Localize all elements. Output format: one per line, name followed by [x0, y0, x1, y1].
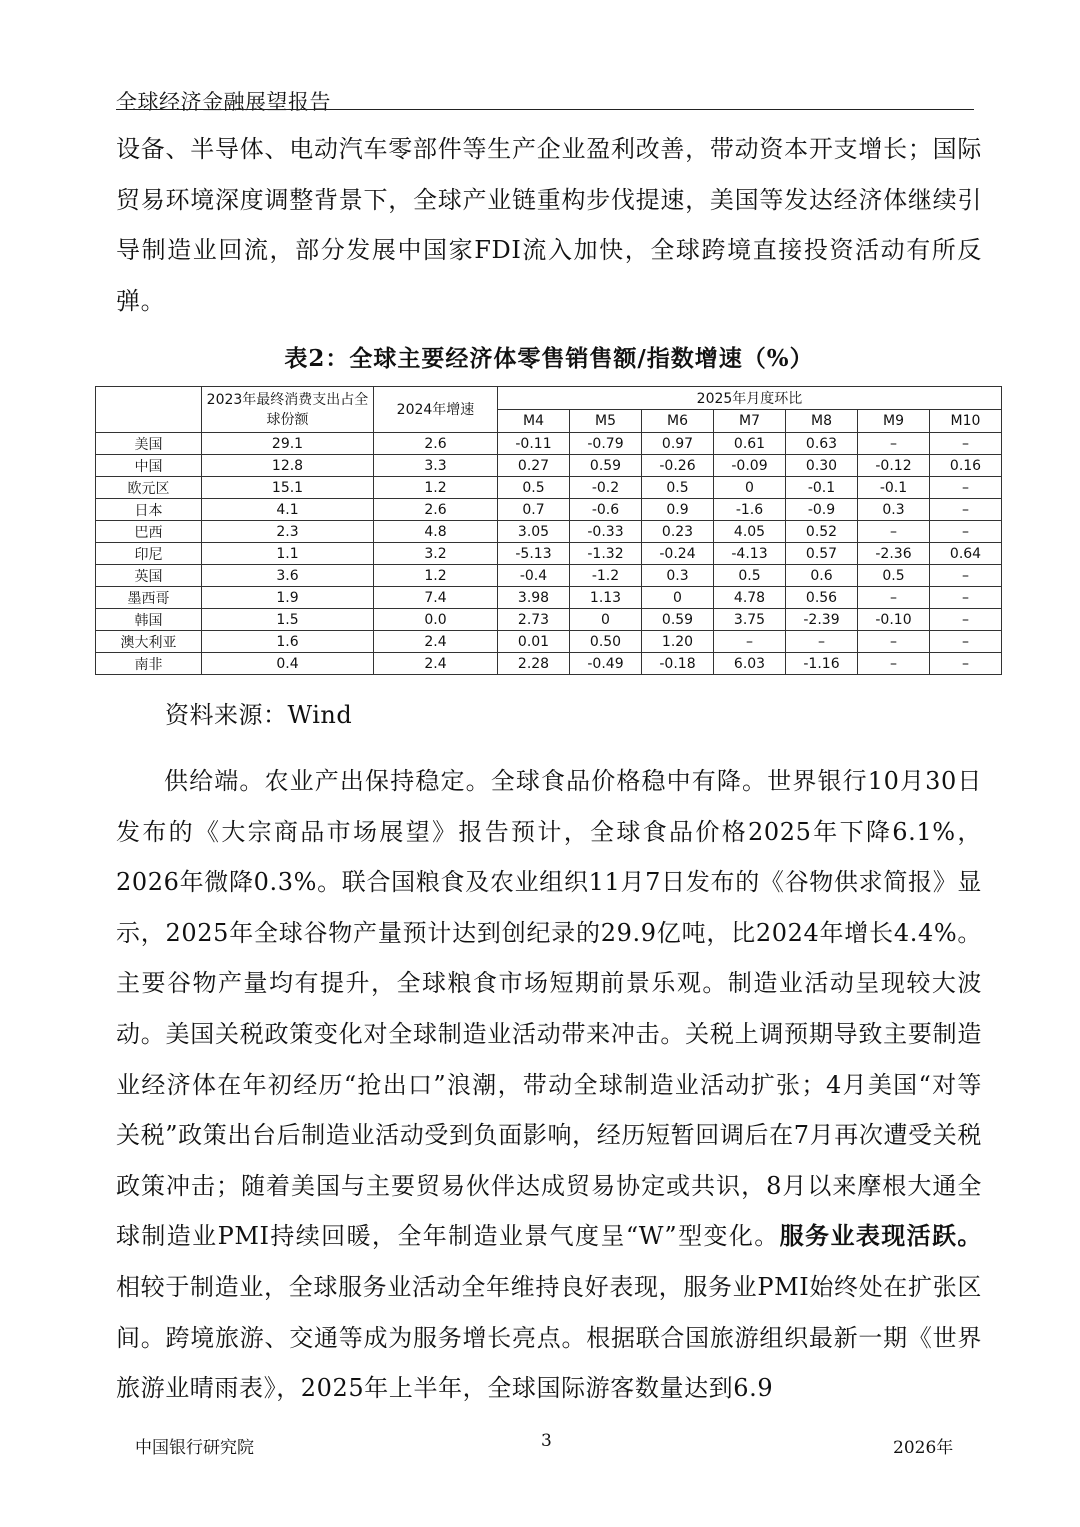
table-body: [96, 433, 1002, 675]
cell-growth-2024: 2.6: [374, 499, 498, 521]
cell-month-value: –: [930, 433, 1002, 455]
cell-month-value: -0.11: [498, 433, 570, 455]
cell-month-value: -2.36: [858, 543, 930, 565]
cell-month-value: –: [786, 631, 858, 653]
cell-month-value: –: [930, 521, 1002, 543]
cell-month-value: -0.18: [642, 653, 714, 675]
cell-month-value: 0.50: [570, 631, 642, 653]
cell-month-value: -0.09: [714, 455, 786, 477]
cell-month-value: 0.16: [930, 455, 1002, 477]
cell-month-value: 0: [570, 609, 642, 631]
header-monthly: 2025年月度环比: [498, 387, 1002, 410]
cell-month-value: –: [858, 433, 930, 455]
cell-month-value: -0.1: [858, 477, 930, 499]
cell-month-value: 1.20: [642, 631, 714, 653]
cell-month-value: 1.13: [570, 587, 642, 609]
retail-sales-table: [95, 386, 1002, 675]
cell-month-value: –: [930, 609, 1002, 631]
footer-year: 2026年: [893, 1438, 954, 1458]
cell-month-value: 0.5: [714, 565, 786, 587]
intro-paragraph: [116, 124, 982, 326]
cell-country: 中国: [96, 455, 202, 477]
cell-month-value: -0.12: [858, 455, 930, 477]
body-paragraph-text: [116, 756, 982, 1414]
cell-growth-2024: 1.2: [374, 565, 498, 587]
cell-month-value: 0.7: [498, 499, 570, 521]
cell-month-value: –: [858, 653, 930, 675]
cell-month-value: -1.32: [570, 543, 642, 565]
cell-month-value: 0.97: [642, 433, 714, 455]
table-row: [96, 543, 1002, 565]
intro-paragraph-text: 设备、半导体、电动汽车零部件等生产企业盈利改善，带动资本开支增长；国际贸易环境深度调整背景下，全球产业链重构步伐提速，美国等发达经济体继续引导制造业回流，部分发展中国家FDI流入加快，全球跨境直接投资活动有所反弹。: [116, 135, 982, 315]
cell-growth-2024: 3.2: [374, 543, 498, 565]
cell-share: 3.6: [202, 565, 374, 587]
cell-month-value: –: [930, 565, 1002, 587]
header-month: M10: [930, 410, 1002, 433]
text-run: 供给端。: [164, 767, 265, 795]
cell-month-value: 0.59: [642, 609, 714, 631]
cell-share: 4.1: [202, 499, 374, 521]
cell-country: 日本: [96, 499, 202, 521]
cell-month-value: 0.27: [498, 455, 570, 477]
cell-month-value: 0.52: [786, 521, 858, 543]
cell-month-value: -1.16: [786, 653, 858, 675]
cell-country: 印尼: [96, 543, 202, 565]
cell-month-value: 2.28: [498, 653, 570, 675]
cell-month-value: 0.9: [642, 499, 714, 521]
table-header: [96, 387, 1002, 433]
cell-month-value: -5.13: [498, 543, 570, 565]
cell-month-value: -0.26: [642, 455, 714, 477]
cell-month-value: -0.9: [786, 499, 858, 521]
cell-share: 2.3: [202, 521, 374, 543]
table-row: [96, 433, 1002, 455]
cell-month-value: –: [858, 521, 930, 543]
cell-month-value: 3.05: [498, 521, 570, 543]
header-rule: [116, 109, 974, 110]
cell-growth-2024: 2.4: [374, 631, 498, 653]
cell-month-value: 0.61: [714, 433, 786, 455]
cell-country: 美国: [96, 433, 202, 455]
cell-month-value: -0.2: [570, 477, 642, 499]
cell-growth-2024: 2.4: [374, 653, 498, 675]
table-row: [96, 565, 1002, 587]
cell-month-value: –: [714, 631, 786, 653]
cell-month-value: –: [930, 499, 1002, 521]
table-row: [96, 609, 1002, 631]
cell-country: 南非: [96, 653, 202, 675]
header-month: M6: [642, 410, 714, 433]
cell-share: 12.8: [202, 455, 374, 477]
cell-month-value: –: [858, 631, 930, 653]
cell-share: 29.1: [202, 433, 374, 455]
header-country-blank: [96, 387, 202, 433]
cell-country: 墨西哥: [96, 587, 202, 609]
cell-month-value: 0.23: [642, 521, 714, 543]
cell-month-value: 6.03: [714, 653, 786, 675]
cell-month-value: –: [930, 477, 1002, 499]
cell-month-value: -4.13: [714, 543, 786, 565]
cell-country: 韩国: [96, 609, 202, 631]
cell-growth-2024: 4.8: [374, 521, 498, 543]
cell-month-value: 3.75: [714, 609, 786, 631]
cell-month-value: 0.3: [642, 565, 714, 587]
table-row: [96, 455, 1002, 477]
table-row: [96, 499, 1002, 521]
cell-month-value: 0.63: [786, 433, 858, 455]
cell-share: 1.1: [202, 543, 374, 565]
header-month: M5: [570, 410, 642, 433]
cell-month-value: –: [930, 653, 1002, 675]
cell-month-value: –: [858, 587, 930, 609]
table-title: 表2：全球主要经济体零售销售额/指数增速（%）: [284, 345, 814, 372]
table-row: [96, 477, 1002, 499]
table-row: [96, 631, 1002, 653]
cell-month-value: 4.05: [714, 521, 786, 543]
cell-month-value: -1.6: [714, 499, 786, 521]
cell-month-value: -1.2: [570, 565, 642, 587]
header-growth-2024: 2024年增速: [374, 387, 498, 433]
cell-month-value: 0.30: [786, 455, 858, 477]
cell-month-value: -0.4: [498, 565, 570, 587]
cell-share: 1.6: [202, 631, 374, 653]
cell-month-value: 3.98: [498, 587, 570, 609]
cell-month-value: -0.6: [570, 499, 642, 521]
cell-month-value: 0.64: [930, 543, 1002, 565]
cell-growth-2024: 7.4: [374, 587, 498, 609]
cell-month-value: 0.5: [498, 477, 570, 499]
table-row: [96, 653, 1002, 675]
cell-month-value: 0.01: [498, 631, 570, 653]
header-month: M8: [786, 410, 858, 433]
cell-growth-2024: 3.3: [374, 455, 498, 477]
cell-growth-2024: 2.6: [374, 433, 498, 455]
cell-growth-2024: 1.2: [374, 477, 498, 499]
cell-month-value: -0.24: [642, 543, 714, 565]
cell-month-value: 0: [642, 587, 714, 609]
text-run: 相较于制造业，全球服务业活动全年维持良好表现，服务业PMI始终处在扩张区间。跨境旅游、交通等成为服务增长亮点。根据联合国旅游组织最新一期《世界旅游业晴雨表》，2025年上半年，全球国际游客数量达到6.9: [116, 1272, 982, 1403]
cell-month-value: –: [930, 587, 1002, 609]
cell-growth-2024: 0.0: [374, 609, 498, 631]
cell-month-value: 0: [714, 477, 786, 499]
text-run: 全球食品价格稳中有降。世界银行10月30日发布的《大宗商品市场展望》报告预计，全球食品价格2025年下降6.1%，2026年微降0.3%。联合国粮食及农业组织11月7日发布的《谷物供求简报》显示，2025年全球谷物产量预计达到创纪录的29.9亿吨，比2024年增长4.4%。主要谷物产量均有提升，全球粮食市场短期前景乐观。: [116, 767, 982, 998]
cell-country: 欧元区: [96, 477, 202, 499]
cell-share: 1.9: [202, 587, 374, 609]
cell-share: 0.4: [202, 653, 374, 675]
text-run: 美国关税政策变化对全球制造业活动带来冲击。关税上调预期导致主要制造业经济体在年初经历“抢出口”浪潮，带动全球制造业活动扩张；4月美国“对等关税”政策出台后制造业活动受到负面影响，经历短暂回调后在7月再次遭受关税政策冲击；随着美国与主要贸易伙伴达成贸易协定或共识，8月以来摩根大通全球制造业PMI持续回暖，全年制造业景气度呈“W”型变化。: [116, 1019, 982, 1251]
table-row: [96, 587, 1002, 609]
cell-month-value: 0.3: [858, 499, 930, 521]
text-run: 农业产出保持稳定。: [264, 767, 491, 795]
cell-month-value: -0.49: [570, 653, 642, 675]
table-row: [96, 521, 1002, 543]
cell-month-value: –: [930, 631, 1002, 653]
cell-month-value: 0.6: [786, 565, 858, 587]
text-run: 制造业活动呈现较大波动。: [116, 969, 982, 1048]
body-paragraph: [116, 756, 982, 1414]
footer-institution: 中国银行研究院: [135, 1438, 254, 1458]
cell-share: 15.1: [202, 477, 374, 499]
cell-country: 英国: [96, 565, 202, 587]
cell-month-value: 0.56: [786, 587, 858, 609]
cell-country: 巴西: [96, 521, 202, 543]
header-month: M7: [714, 410, 786, 433]
cell-month-value: -0.10: [858, 609, 930, 631]
cell-country: 澳大利亚: [96, 631, 202, 653]
cell-month-value: -0.1: [786, 477, 858, 499]
running-header: 全球经济金融展望报告: [116, 90, 331, 114]
cell-month-value: 4.78: [714, 587, 786, 609]
header-month: M4: [498, 410, 570, 433]
header-share: 2023年最终消费支出占全球份额: [202, 387, 374, 433]
cell-month-value: -0.79: [570, 433, 642, 455]
cell-month-value: 0.5: [642, 477, 714, 499]
bold-run: 服务业表现活跃。: [779, 1221, 982, 1251]
cell-month-value: 0.57: [786, 543, 858, 565]
cell-month-value: -0.33: [570, 521, 642, 543]
footer-page-number: 3: [541, 1431, 552, 1451]
cell-share: 1.5: [202, 609, 374, 631]
cell-month-value: 0.59: [570, 455, 642, 477]
cell-month-value: 2.73: [498, 609, 570, 631]
header-month: M9: [858, 410, 930, 433]
cell-month-value: 0.5: [858, 565, 930, 587]
cell-month-value: -2.39: [786, 609, 858, 631]
table-source: 资料来源：Wind: [165, 701, 353, 729]
